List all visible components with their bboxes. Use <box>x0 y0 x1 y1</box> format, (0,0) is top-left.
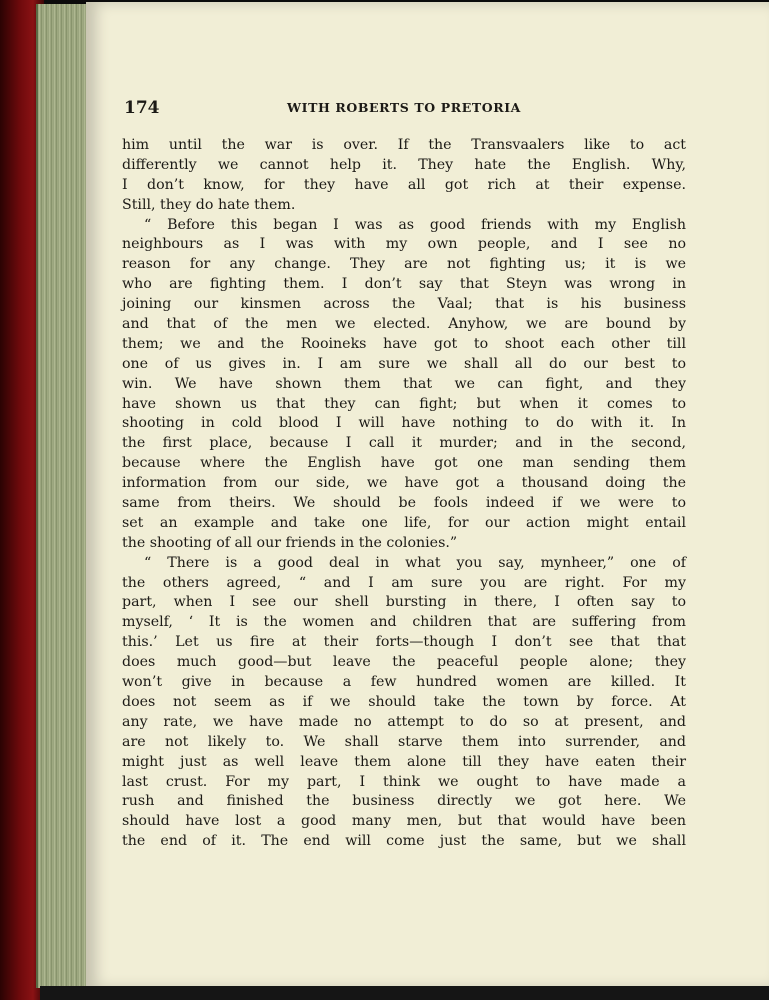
body-text <box>122 136 686 852</box>
text-line: any rate, we have made no attempt to do so at present, and <box>122 713 686 730</box>
text-line: joining our kinsmen across the Vaal; that is his business <box>122 296 686 313</box>
text-line: part, when I see our shell bursting in there, I often say to <box>122 594 686 611</box>
text-line: Still, they do hate them. <box>122 196 296 213</box>
text-line: and that of the men we elected. Anyhow, we are bound by <box>122 316 686 333</box>
text-line: the shooting of all our friends in the colonies.” <box>122 534 458 551</box>
text-line: this.’ Let us fire at their forts—though I don’t see that that <box>122 634 686 651</box>
text-line: reason for any change. They are not fighting us; it is we <box>122 256 686 273</box>
text-line: differently we cannot help it. They hate the English. Why, <box>122 156 686 173</box>
text-line: the first place, because I call it murder; and in the second, <box>122 435 686 452</box>
text-line: does not seem as if we should take the town by force. At <box>122 693 686 710</box>
text-line: same from theirs. We should be fools indeed if we were to <box>122 495 686 512</box>
text-line: because where the English have got one man sending them <box>122 455 686 472</box>
text-line: myself, ‘ It is the women and children that are suffering from <box>122 614 686 631</box>
page-header <box>124 98 684 122</box>
text-line: does much good—but leave the peaceful people alone; they <box>122 654 686 671</box>
text-line: won’t give in because a few hundred women are killed. It <box>122 674 686 691</box>
text-line: I don’t know, for they have all got rich at their expense. <box>122 176 686 193</box>
text-line: “ Before this began I was as good friends with my English <box>144 216 686 233</box>
text-line: are not likely to. We shall starve them into surrender, and <box>122 733 686 750</box>
text-line: set an example and take one life, for our action might entail <box>122 514 686 531</box>
text-line: him until the war is over. If the Transvaalers like to act <box>122 137 686 153</box>
text-line: might just as well leave them alone till they have eaten their <box>122 753 686 770</box>
text-line: “ There is a good deal in what you say, mynheer,” one of <box>144 554 686 571</box>
page-number: 174 <box>124 98 160 118</box>
text-line: them; we and the Rooineks have got to shoot each other till <box>122 335 686 352</box>
text-line: shooting in cold blood I will have nothing to do with it. In <box>122 415 686 432</box>
text-line: last crust. For my part, I think we ought to have made a <box>122 773 686 790</box>
running-head: WITH ROBERTS TO PRETORIA <box>287 100 521 115</box>
text-line: win. We have shown them that we can fight, and they <box>122 375 686 392</box>
text-line: one of us gives in. I am sure we shall all do our best to <box>122 355 686 372</box>
text-line: the others agreed, “ and I am sure you are right. For my <box>122 574 686 591</box>
text-line: who are fighting them. I don’t say that Steyn was wrong in <box>122 276 686 293</box>
text-line: the end of it. The end will come just the same, but we shall <box>122 833 686 850</box>
text-line: information from our side, we have got a thousand doing the <box>122 475 686 492</box>
text-line: rush and finished the business directly we got here. We <box>122 793 686 810</box>
text-line: have shown us that they can fight; but when it comes to <box>122 395 686 412</box>
text-line: should have lost a good many men, but that would have been <box>122 813 686 830</box>
text-line: neighbours as I was with my own people, and I see no <box>122 236 686 253</box>
page-bottom-shadow <box>40 986 769 1000</box>
